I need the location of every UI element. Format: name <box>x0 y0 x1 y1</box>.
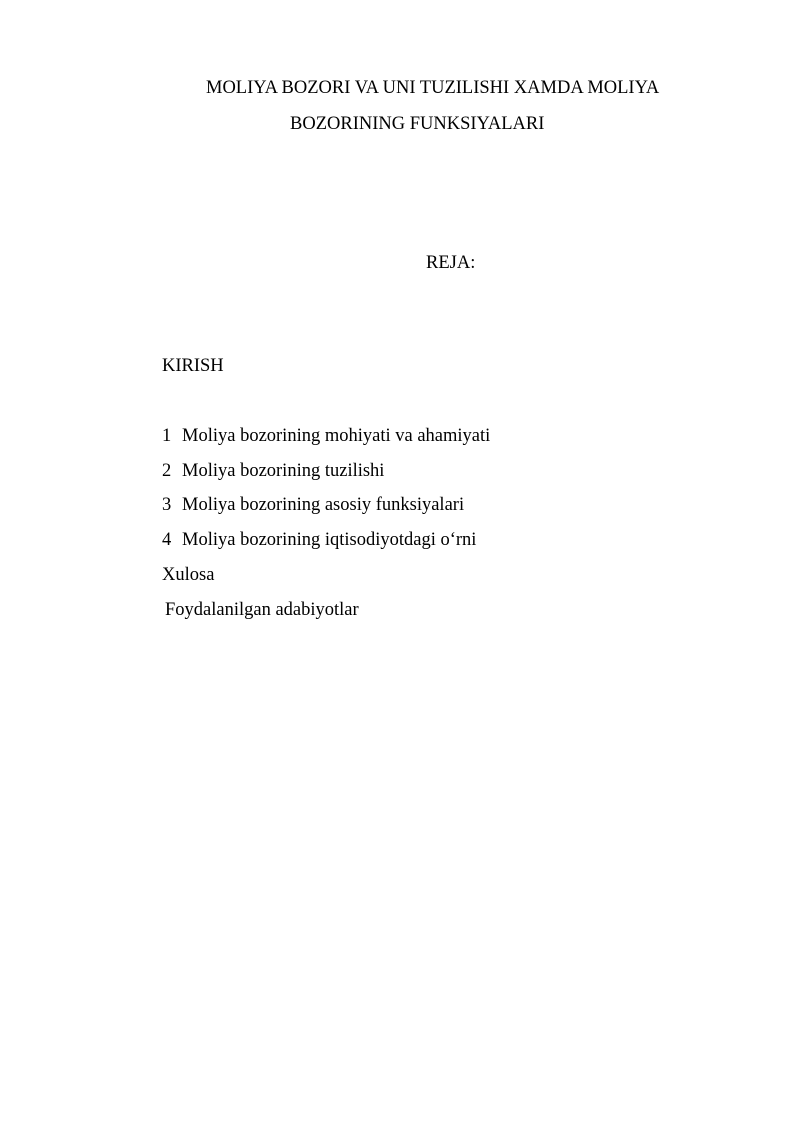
plan-item <box>162 427 490 462</box>
plan-heading: REJA: <box>426 253 476 273</box>
intro-heading: KIRISH <box>162 356 224 376</box>
plan-item-text: Moliya bozorining mohiyati va ahamiyati <box>182 426 491 446</box>
plan-item-number: 2 <box>162 460 172 481</box>
plan-item <box>162 496 490 531</box>
plan-item-number: 1 <box>162 426 172 446</box>
document-title-line-1: MOLIYA BOZORI VA UNI TUZILISHI XAMDA MOLIYA <box>206 78 660 98</box>
plan-item-text: Moliya bozorining asosiy funksiyalari <box>182 495 465 516</box>
document-title-line-2: BOZORINING FUNKSIYALARI <box>290 114 545 134</box>
plan-item-number: 3 <box>162 495 172 516</box>
plan-item <box>162 531 490 566</box>
plan-item <box>162 462 490 497</box>
plan-list <box>162 427 490 565</box>
plan-item-text: Moliya bozorining tuzilishi <box>182 460 385 481</box>
plan-item-text: Moliya bozorining iqtisodiyotdagi o‘rni <box>182 529 477 550</box>
conclusion-heading: Xulosa <box>162 565 215 585</box>
references-heading: Foydalanilgan adabiyotlar <box>165 600 359 620</box>
plan-item-number: 4 <box>162 529 172 550</box>
